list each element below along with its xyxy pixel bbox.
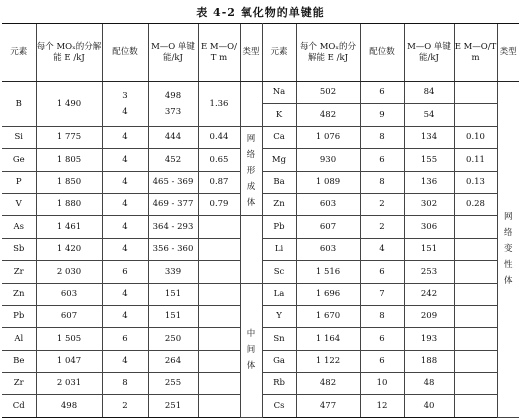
bond-energy-cell: 302 bbox=[404, 193, 454, 215]
coordination-cell: 4 bbox=[102, 305, 148, 327]
element-cell: Sn bbox=[262, 328, 296, 350]
ratio-cell: 0.65 bbox=[198, 149, 240, 171]
decomp-energy-cell: 603 bbox=[296, 238, 360, 260]
element-cell: Pb bbox=[262, 216, 296, 238]
ratio-cell bbox=[198, 216, 240, 238]
bond-energy-cell: 48 bbox=[404, 373, 454, 395]
bond-energy-cell: 136 bbox=[404, 171, 454, 193]
bond-energy-cell: 250 bbox=[148, 328, 198, 350]
coordination-cell: 7 bbox=[360, 283, 404, 305]
bond-energy-cell: 151 bbox=[404, 238, 454, 260]
bond-energy-cell: 364 - 293 bbox=[148, 216, 198, 238]
header-element: 元素 bbox=[2, 24, 36, 82]
bond-energy-cell: 251 bbox=[148, 395, 198, 417]
ratio-cell bbox=[454, 328, 497, 350]
ratio-cell bbox=[454, 305, 497, 327]
coordination-cell: 4 bbox=[102, 238, 148, 260]
coordination-cell: 12 bbox=[360, 395, 404, 417]
bond-energy-cell: 242 bbox=[404, 283, 454, 305]
coordination-cell: 6 bbox=[360, 149, 404, 171]
coordination-cell: 8 bbox=[360, 126, 404, 148]
bond-energy-cell: 151 bbox=[148, 283, 198, 305]
element-cell: Al bbox=[2, 328, 36, 350]
coordination-cell: 4 bbox=[102, 171, 148, 193]
coordination-cell: 2 bbox=[360, 216, 404, 238]
coordination-cell: 4 bbox=[102, 126, 148, 148]
ratio-cell bbox=[198, 305, 240, 327]
ratio-cell: 0.79 bbox=[198, 193, 240, 215]
ratio-cell bbox=[198, 261, 240, 283]
element-cell: Cd bbox=[2, 395, 36, 417]
decomp-energy-cell: 1 490 bbox=[36, 82, 102, 127]
header-coordination: 配位数 bbox=[102, 24, 148, 82]
decomp-energy-cell: 502 bbox=[296, 82, 360, 104]
coordination-cell: 6 bbox=[360, 350, 404, 372]
header-type: 类型 bbox=[240, 24, 262, 82]
element-cell: Cs bbox=[262, 395, 296, 417]
ratio-cell bbox=[198, 283, 240, 305]
header-coordination-2: 配位数 bbox=[360, 24, 404, 82]
bond-energy-cell: 264 bbox=[148, 350, 198, 372]
header-decomp-energy: 每个 MOₓ的分解能 E /kJ bbox=[36, 24, 102, 82]
table-title: 表 4-2 氧化物的单键能 bbox=[196, 6, 325, 19]
ratio-cell bbox=[454, 104, 497, 126]
coordination-cell: 2 bbox=[360, 193, 404, 215]
header-type-2: 类型 bbox=[497, 24, 519, 82]
coordination-cell: 8 bbox=[360, 305, 404, 327]
element-cell: Mg bbox=[262, 149, 296, 171]
element-cell: Ca bbox=[262, 126, 296, 148]
bond-energy-cell: 306 bbox=[404, 216, 454, 238]
decomp-energy-cell: 1 696 bbox=[296, 283, 360, 305]
element-cell: P bbox=[2, 171, 36, 193]
decomp-energy-cell: 607 bbox=[36, 305, 102, 327]
type-network-former: 网络形成体 bbox=[240, 126, 262, 216]
ratio-cell: 0.11 bbox=[454, 149, 497, 171]
element-cell: Be bbox=[2, 350, 36, 372]
element-cell: Zn bbox=[262, 193, 296, 215]
type-cell-blank bbox=[240, 82, 262, 127]
coordination-cell: 3 4 bbox=[102, 82, 148, 127]
ratio-cell bbox=[454, 216, 497, 238]
decomp-energy-cell: 1 089 bbox=[296, 171, 360, 193]
coordination-cell: 6 bbox=[360, 328, 404, 350]
element-cell: Sb bbox=[2, 238, 36, 260]
ratio-cell bbox=[198, 238, 240, 260]
decomp-energy-cell: 482 bbox=[296, 104, 360, 126]
ratio-cell bbox=[454, 373, 497, 395]
ratio-cell: 0.10 bbox=[454, 126, 497, 148]
bond-energy-cell: 255 bbox=[148, 373, 198, 395]
decomp-energy-cell: 930 bbox=[296, 149, 360, 171]
decomp-energy-cell: 1 047 bbox=[36, 350, 102, 372]
table-row bbox=[2, 82, 519, 104]
ratio-cell bbox=[198, 395, 240, 417]
bond-energy-cell: 339 bbox=[148, 261, 198, 283]
bond-energy-cell: 465 - 369 bbox=[148, 171, 198, 193]
bond-energy-cell: 193 bbox=[404, 328, 454, 350]
decomp-energy-cell: 1 505 bbox=[36, 328, 102, 350]
ratio-cell bbox=[454, 238, 497, 260]
type-intermediate: 中间体 bbox=[240, 283, 262, 417]
ratio-cell bbox=[454, 261, 497, 283]
decomp-energy-cell: 1 670 bbox=[296, 305, 360, 327]
element-cell: Ga bbox=[262, 350, 296, 372]
bond-energy-table bbox=[2, 23, 519, 418]
element-cell: Y bbox=[262, 305, 296, 327]
bond-energy-cell: 469 - 377 bbox=[148, 193, 198, 215]
decomp-energy-cell: 1 420 bbox=[36, 238, 102, 260]
coordination-cell: 6 bbox=[102, 328, 148, 350]
decomp-energy-cell: 603 bbox=[296, 193, 360, 215]
bond-energy-cell: 188 bbox=[404, 350, 454, 372]
coordination-cell: 4 bbox=[102, 283, 148, 305]
coordination-cell: 4 bbox=[102, 193, 148, 215]
decomp-energy-cell: 2 030 bbox=[36, 261, 102, 283]
decomp-energy-cell: 477 bbox=[296, 395, 360, 417]
element-cell: Pb bbox=[2, 305, 36, 327]
decomp-energy-cell: 1 461 bbox=[36, 216, 102, 238]
element-cell: Zr bbox=[2, 261, 36, 283]
element-cell: As bbox=[2, 216, 36, 238]
coordination-cell: 8 bbox=[360, 171, 404, 193]
decomp-energy-cell: 1 076 bbox=[296, 126, 360, 148]
decomp-energy-cell: 1 775 bbox=[36, 126, 102, 148]
element-cell: Sc bbox=[262, 261, 296, 283]
decomp-energy-cell: 607 bbox=[296, 216, 360, 238]
element-cell: K bbox=[262, 104, 296, 126]
coordination-cell: 4 bbox=[360, 238, 404, 260]
ratio-cell bbox=[454, 395, 497, 417]
coordination-cell: 4 bbox=[102, 149, 148, 171]
element-cell: Li bbox=[262, 238, 296, 260]
type-network-modifier: 网络变性体 bbox=[497, 82, 519, 418]
coordination-cell: 6 bbox=[360, 82, 404, 104]
type-cell-blank bbox=[240, 216, 262, 283]
bond-energy-cell: 452 bbox=[148, 149, 198, 171]
element-cell: Si bbox=[2, 126, 36, 148]
coordination-cell: 4 bbox=[102, 350, 148, 372]
bond-energy-cell: 356 - 360 bbox=[148, 238, 198, 260]
bond-energy-cell: 84 bbox=[404, 82, 454, 104]
ratio-cell bbox=[454, 283, 497, 305]
header-decomp-energy-2: 每个 MOₓ的分解能 E /kJ bbox=[296, 24, 360, 82]
bond-energy-cell: 134 bbox=[404, 126, 454, 148]
element-cell: B bbox=[2, 82, 36, 127]
coordination-cell: 4 bbox=[102, 216, 148, 238]
ratio-cell bbox=[198, 328, 240, 350]
bond-energy-cell: 444 bbox=[148, 126, 198, 148]
table-row bbox=[2, 216, 519, 238]
coordination-cell: 6 bbox=[360, 261, 404, 283]
coordination-cell: 2 bbox=[102, 395, 148, 417]
decomp-energy-cell: 1 516 bbox=[296, 261, 360, 283]
bond-energy-cell: 155 bbox=[404, 149, 454, 171]
bond-energy-cell: 209 bbox=[404, 305, 454, 327]
header-bond-energy-2: M—O 单键能/kJ bbox=[404, 24, 454, 82]
decomp-energy-cell: 603 bbox=[36, 283, 102, 305]
ratio-cell: 0.13 bbox=[454, 171, 497, 193]
element-cell: Ge bbox=[2, 149, 36, 171]
element-cell: Zn bbox=[2, 283, 36, 305]
bond-energy-cell: 498 373 bbox=[148, 82, 198, 127]
header-ratio-2: E M—O/T m bbox=[454, 24, 497, 82]
header-element-2: 元素 bbox=[262, 24, 296, 82]
table-row bbox=[2, 283, 519, 305]
decomp-energy-cell: 1 880 bbox=[36, 193, 102, 215]
ratio-cell bbox=[198, 350, 240, 372]
bond-energy-cell: 151 bbox=[148, 305, 198, 327]
decomp-energy-cell: 1 122 bbox=[296, 350, 360, 372]
ratio-cell bbox=[198, 373, 240, 395]
element-cell: Na bbox=[262, 82, 296, 104]
element-cell: Rb bbox=[262, 373, 296, 395]
decomp-energy-cell: 1 850 bbox=[36, 171, 102, 193]
element-cell: Zr bbox=[2, 373, 36, 395]
decomp-energy-cell: 1 164 bbox=[296, 328, 360, 350]
coordination-cell: 10 bbox=[360, 373, 404, 395]
ratio-cell: 0.28 bbox=[454, 193, 497, 215]
decomp-energy-cell: 498 bbox=[36, 395, 102, 417]
ratio-cell bbox=[454, 350, 497, 372]
bond-energy-cell: 54 bbox=[404, 104, 454, 126]
ratio-cell: 0.87 bbox=[198, 171, 240, 193]
element-cell: Ba bbox=[262, 171, 296, 193]
bond-energy-cell: 40 bbox=[404, 395, 454, 417]
header-bond-energy: M—O 单键能/kJ bbox=[148, 24, 198, 82]
header-ratio: E M—O/T m bbox=[198, 24, 240, 82]
coordination-cell: 6 bbox=[102, 261, 148, 283]
coordination-cell: 9 bbox=[360, 104, 404, 126]
bond-energy-cell: 253 bbox=[404, 261, 454, 283]
decomp-energy-cell: 1 805 bbox=[36, 149, 102, 171]
element-cell: V bbox=[2, 193, 36, 215]
coordination-cell: 8 bbox=[102, 373, 148, 395]
element-cell: La bbox=[262, 283, 296, 305]
decomp-energy-cell: 482 bbox=[296, 373, 360, 395]
ratio-cell: 1.36 bbox=[198, 82, 240, 127]
table-row bbox=[2, 126, 519, 148]
ratio-cell: 0.44 bbox=[198, 126, 240, 148]
decomp-energy-cell: 2 031 bbox=[36, 373, 102, 395]
ratio-cell bbox=[454, 82, 497, 104]
